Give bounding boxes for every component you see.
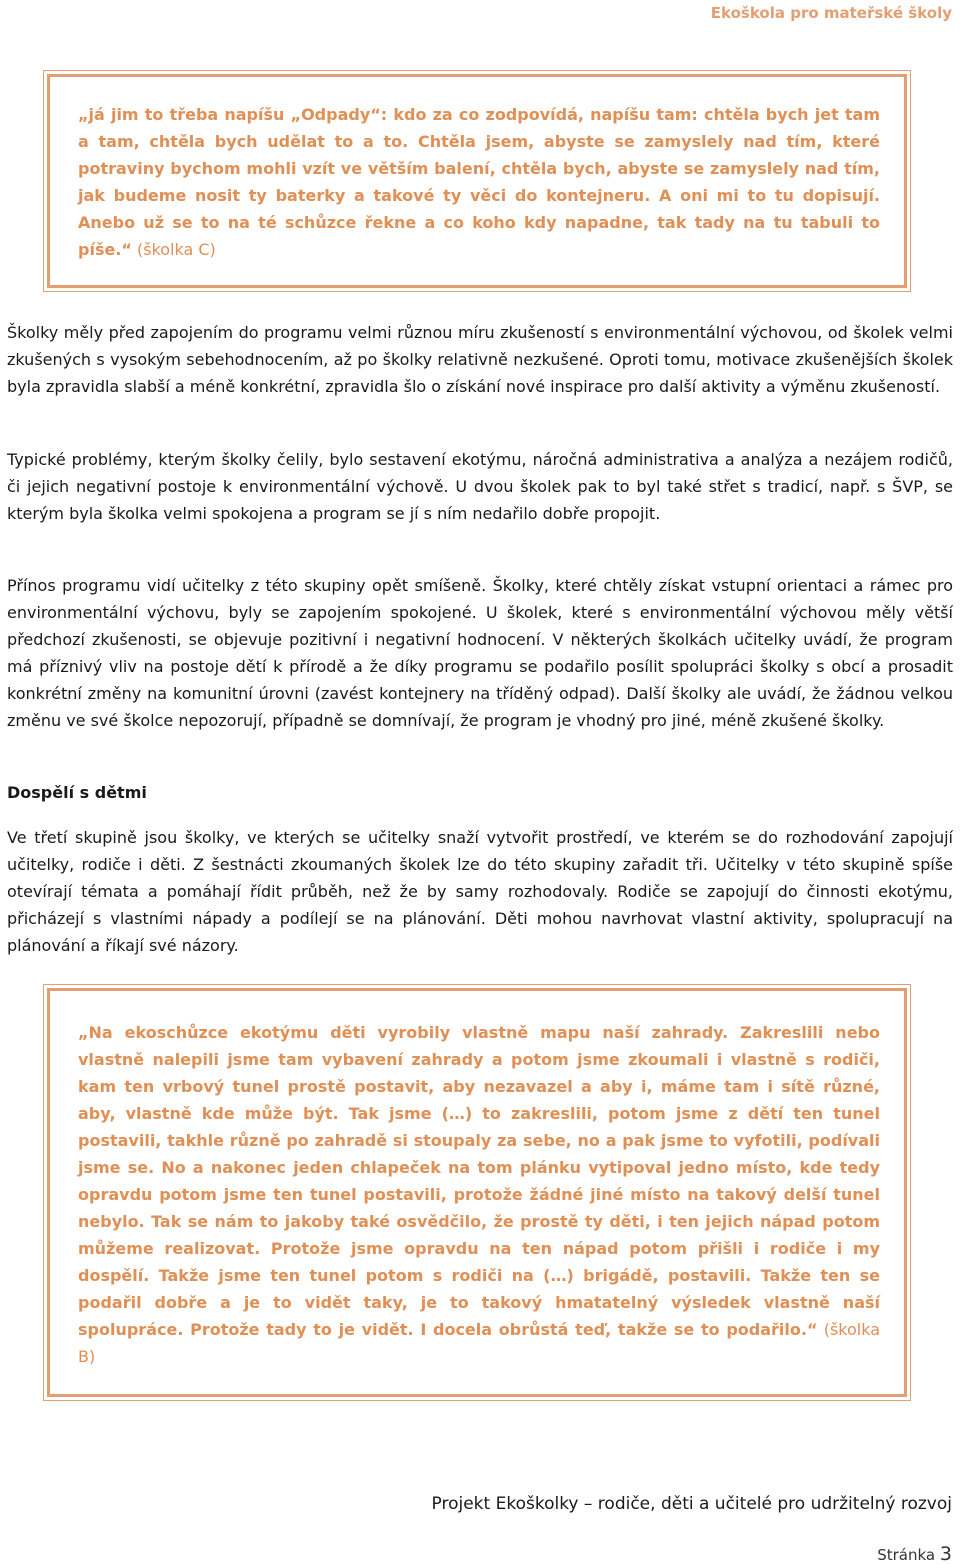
paragraph-2: Typické problémy, kterým školky čelily, bylo sestavení ekotýmu, náročná administrativa a analýza a nezájem rodičů, či jejich negativní postoje k environmentální výchově. U dvou školek pak to byl také střet s tradicí, např. s ŠVP, se kterým byla školka velmi spokojena a program se jí s ním nedařilo dobře propojit. xyxy=(7,450,953,523)
footer-project: Projekt Ekoškolky – rodiče, děti a učitelé pro udržitelný rozvoj xyxy=(431,1494,952,1514)
quote-1-text-block xyxy=(50,77,904,263)
quote-2-text-block xyxy=(50,991,904,1370)
paragraph-3: Přínos programu vidí učitelky z této skupiny opět smíšeně. Školky, které chtěly získat vstupní orientaci a rámec pro environmentální výchovu, byly se zapojením spokojené. U školek, které s environmentální výchovou měly větší předchozí zkušenosti, se objevuje pozitivní i negativní hodnocení. V některých školkách učitelky uvádí, že program má příznivý vliv na postoje dětí k přírodě a že díky programu se podařilo posílit spolupráci školky s obcí a prosadit konkrétní změny na komunitní úrovni (zavést kontejnery na tříděný odpad). Další školky ale uvádí, že žádnou velkou změnu ve své školce nepozorují, případně se domnívají, že program je vhodný pro jiné, méně zkušené školky. xyxy=(7,576,953,730)
quote-1-text: „já jim to třeba napíšu „Odpady“: kdo za co zodpovídá, napíšu tam: chtěla bych jet tam a tam, chtěla bych udělat to a to. Chtěla jsem, abyste se zamyslely nad tím, které potraviny bychom mohli vzít ve větším balení, chtěla bych, abyste se zamyslely nad tím, jak budeme nosit ty baterky a takové ty věci do kontejneru. A oni mi to tu dopisují. Anebo už se to na té schůzce řekne a co koho kdy napadne, tak tady na tu tabuli to píše.“ xyxy=(78,105,880,259)
running-header: Ekoškola pro mateřské školy xyxy=(710,4,952,22)
quote-2-text: „Na ekoschůzce ekotýmu děti vyrobily vlastně mapu naší zahrady. Zakreslili nebo vlastně nalepili jsme tam vybavení zahrady a potom jsme zkoumali i vlastně s rodiči, kam ten vrbový tunel prostě postavit, aby nezavazel a aby i, máme tam i sítě různé, aby, vlastně kde může být. Tak jsme (…) to zakreslili, potom jsme z dětí ten tunel postavili, takhle různě po zahradě si stoupaly za sebe, no a pak jsme to vyfotili, podívali jsme se. No a nakonec jeden chlapeček na tom plánku vytipoval jedno místo, kde tedy opravdu potom jsme ten tunel postavili, protože žádné jiné místo na takový delší tunel nebylo. Tak se nám to jakoby také osvědčilo, že prostě ty děti, i ten jejich nápad potom můžeme realizovat. Protože jsme opravdu na ten nápad potom přišli i rodiče i my dospělí. Takže jsme ten tunel potom s rodiči na (…) brigádě, postavili. Takže ten se podařil dobře a je to vidět taky, je to takový hmatatelný výsledek vlastně naší spolupráce. Protože tady to je vidět. I docela obrůstá teď, takže se to podařilo.“ xyxy=(78,1023,880,1339)
quote-box-2 xyxy=(47,988,907,1397)
paragraph-1: Školky měly před zapojením do programu velmi různou míru zkušeností s environmentální výchovou, od školek velmi zkušených s vysokým sebehodnocením, až po školky relativně nezkušené. Oproti tomu, motivace zkušenějších školek byla zpravidla slabší a méně konkrétní, zpravidla šlo o získání nové inspirace pro další aktivity a výměnu zkušeností. xyxy=(7,323,953,396)
page-label: Stránka xyxy=(877,1546,936,1564)
page-number xyxy=(877,1543,952,1565)
page-number-value: 3 xyxy=(939,1543,952,1565)
quote-box-1 xyxy=(47,74,907,288)
quote-1-source: (školka C) xyxy=(131,240,216,259)
quote-2-source: (školka B) xyxy=(78,1320,880,1366)
section-heading: Dospělí s dětmi xyxy=(7,783,147,802)
paragraph-4: Ve třetí skupině jsou školky, ve kterých se učitelky snaží vytvořit prostředí, ve kterém se do rozhodování zapojují učitelky, rodiče i děti. Z šestnácti zkoumaných školek lze do této skupiny zařadit tři. Učitelky v této skupině spíše otevírají témata a pomáhají řídit průběh, než že by samy rozhodovaly. Rodiče se zapojují do činnosti ekotýmu, přicházejí s vlastními nápady a podílejí se na plánování. Děti mohou navrhovat vlastní aktivity, spolupracují na plánování a říkají své názory. xyxy=(7,828,953,955)
